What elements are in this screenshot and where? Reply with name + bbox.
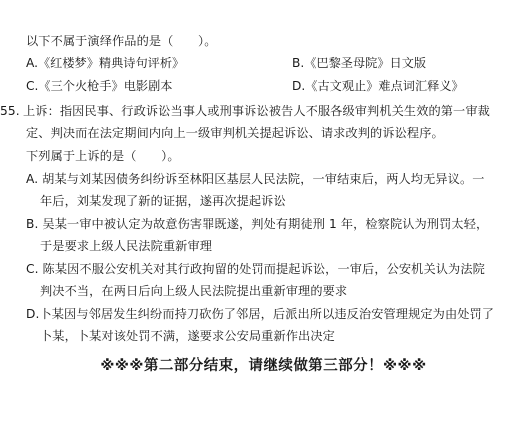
q55-option-b-line2: 于是要求上级人民法院重新审理 — [40, 239, 213, 253]
q55-stem: 下列属于上诉的是（ ）。 — [26, 149, 180, 163]
section-end-notice: ※※※第二部分结束，请继续做第三部分！※※※ — [100, 358, 427, 374]
q54-stem: 以下不属于演绎作品的是（ ）。 — [26, 34, 217, 48]
q55-option-d-line2: 卜某，卜某对该处罚不满，遂要求公安局重新作出决定 — [40, 329, 335, 343]
q55-option-a-line1: A. 胡某与刘某因债务纠纷诉至林阳区基层人民法院，一审结束后，两人均无异议。一 — [26, 172, 485, 186]
q55-intro-line1: 上诉：指因民事、行政诉讼当事人或刑事诉讼被告人不服各级审判机关生效的第一审裁 — [23, 104, 490, 118]
q54-option-b: B.《巴黎圣母院》日文版 — [292, 56, 427, 70]
q55-intro-line2: 定、判决而在法定期间内向上一级审判机关提起诉讼、请求改判的诉讼程序。 — [26, 126, 444, 140]
q55-option-c-line2: 判决不当，在两日后向上级人民法院提出重新审理的要求 — [40, 284, 348, 298]
q55-option-a-line2: 年后，刘某发现了新的证据，遂再次提起诉讼 — [40, 194, 286, 208]
q54-option-c: C.《三个火枪手》电影剧本 — [26, 79, 173, 93]
q55-number: 55. — [0, 104, 20, 118]
q55-option-d-line1: D.卜某因与邻居发生纠纷而持刀砍伤了邻居，后派出所以违反治安管理规定为由处罚了 — [26, 307, 495, 321]
q55-option-b-line1: B. 吴某一审中被认定为故意伤害罪既遂，判处有期徒刑 1 年，检察院认为刑罚太轻， — [26, 217, 489, 231]
q55-option-c-line1: C. 陈某因不服公安机关对其行政拘留的处罚而提起诉讼，一审后，公安机关认为法院 — [26, 262, 485, 276]
q54-option-a: A.《红楼梦》精典诗句评析》 — [26, 56, 185, 70]
q54-option-d: D.《古文观止》难点词汇释义》 — [292, 79, 464, 93]
